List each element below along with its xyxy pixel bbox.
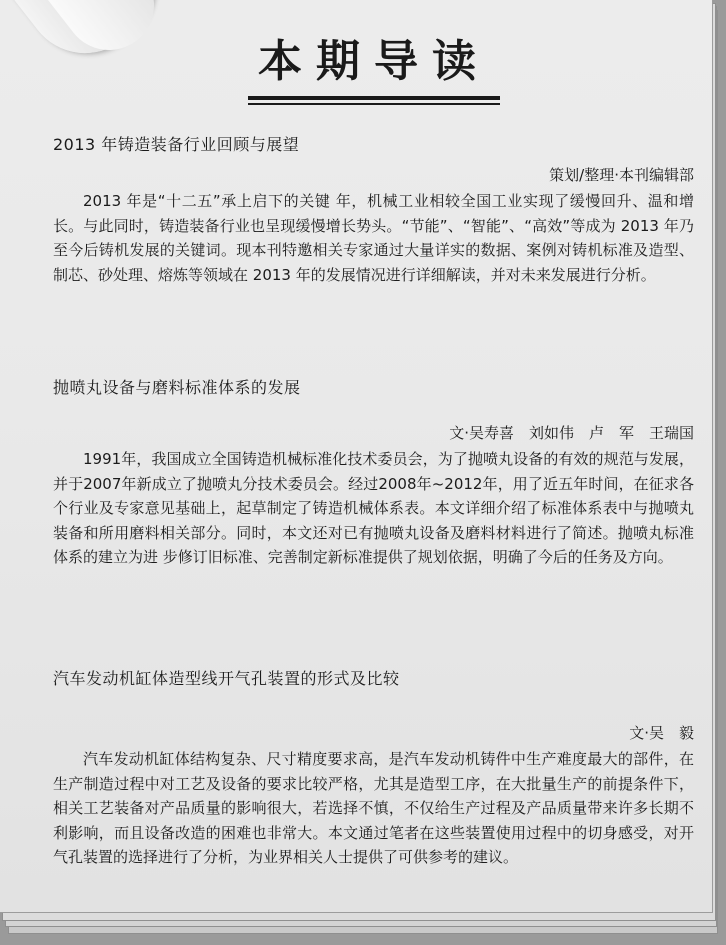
article-author: 策划/整理·本刊编辑部 bbox=[549, 166, 694, 184]
article-3 bbox=[53, 668, 694, 870]
page-title: 本期导读 bbox=[258, 36, 490, 87]
page-curl bbox=[0, 0, 160, 70]
article-author: 文·吴 毅 bbox=[629, 724, 694, 742]
header bbox=[248, 36, 500, 105]
article-title[interactable]: 汽车发动机缸体造型线开气孔装置的形式及比较 bbox=[53, 669, 400, 688]
title-rule-thin bbox=[248, 103, 500, 105]
article-author: 文·吴寿喜 刘如伟 卢 军 王瑞国 bbox=[449, 424, 694, 442]
article-summary: 2013 年是“十二五”承上启下的关键 年，机械工业相较全国工业实现了缓慢回升、温和增长。与此同时，铸造装备行业也呈现缓慢增长势头。“节能”、“智能”、“高效”等成为 2013 年乃至今后铸机发展的关键词。现本刊特邀相关专家通过大量详实的数据、案例对铸机标准及造型、制芯、砂处理、熔炼等领域在 2013 年的发展情况进行详细解读，并对未来发展进行分析。 bbox=[53, 192, 694, 284]
article-title[interactable]: 2013 年铸造装备行业回顾与展望 bbox=[53, 135, 300, 154]
article-summary: 1991年，我国成立全国铸造机械标准化技术委员会，为了抛喷丸设备的有效的规范与发展，并于2007年新成立了抛喷丸分技术委员会。经过2008年~2012年，用了近五年时间，在征求各个行业及专家意见基础上，起草制定了铸造机械体系表。本文详细介绍了标准体系表中与抛喷丸装备和所用磨料相关部分。同时，本文还对已有抛喷丸设备及磨料材料进行了简述。抛喷丸标准体系的建立为进 步修订旧标准、完善制定新标准提供了规划依据，明确了今后的任务及方向。 bbox=[53, 450, 694, 566]
article-2 bbox=[53, 377, 694, 570]
article-1 bbox=[53, 134, 694, 287]
title-rule-thick bbox=[248, 96, 500, 100]
article-summary: 汽车发动机缸体结构复杂、尺寸精度要求高，是汽车发动机铸件中生产难度最大的部件，在生产制造过程中对工艺及设备的要求比较严格，尤其是造型工序，在大批量生产的前提条件下，相关工艺装备对产品质量的影响很大，若选择不慎，不仅给生产过程及产品质量带来许多长期不利影响，而且设备改造的困难也非常大。本文通过笔者在这些装置使用过程中的切身感受，对开气孔装置的选择进行了分析，为业界相关人士提供了可供参考的建议。 bbox=[53, 750, 694, 866]
article-title[interactable]: 抛喷丸设备与磨料标准体系的发展 bbox=[53, 378, 301, 397]
